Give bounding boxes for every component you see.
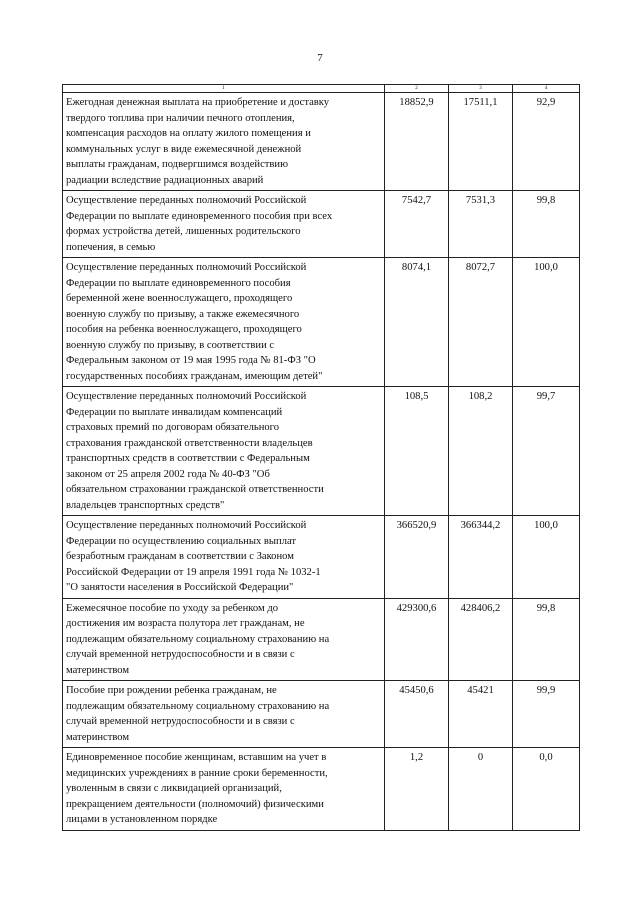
table-row — [63, 191, 580, 258]
row-description — [63, 598, 385, 681]
table-row — [63, 516, 580, 599]
value-col2: 18852,9 — [385, 93, 449, 191]
table-row — [63, 258, 580, 387]
description-line: пособия на ребенка военнослужащего, проходящего — [66, 324, 302, 335]
value-col3: 8072,7 — [449, 258, 513, 387]
header-cell-col4: 4 — [513, 85, 580, 93]
description-line: Осуществление переданных полномочий Российской — [66, 195, 307, 206]
description-line: Пособие при рождении ребенка гражданам, не — [66, 685, 277, 696]
row-description — [63, 93, 385, 191]
value-col3: 45421 — [449, 681, 513, 748]
value-col2: 108,5 — [385, 387, 449, 516]
value-col4: 92,9 — [513, 93, 580, 191]
description-line: компенсация расходов на оплату жилого помещения и — [66, 128, 311, 139]
value-col2: 1,2 — [385, 748, 449, 831]
value-col3: 366344,2 — [449, 516, 513, 599]
description-line: лицами в установленном порядке — [66, 814, 218, 825]
value-col3: 7531,3 — [449, 191, 513, 258]
budget-table — [62, 84, 580, 831]
value-col2: 45450,6 — [385, 681, 449, 748]
description-line: "О занятости населения в Российской Федерации" — [66, 582, 294, 593]
description-line: Федерации по осуществлению социальных выплат — [66, 535, 297, 547]
table-row — [63, 598, 580, 681]
description-line: случай временной нетрудоспособности и в связи с — [66, 716, 295, 727]
table-row — [63, 93, 580, 191]
value-col4: 99,8 — [513, 598, 580, 681]
row-description — [63, 258, 385, 387]
header-cell-col1: 1 — [63, 85, 385, 93]
row-description — [63, 516, 385, 599]
description-line: Федеральным законом от 19 мая 1995 года № 81-ФЗ "О — [66, 355, 316, 366]
description-line: коммунальных услуг в виде ежемесячной денежной — [66, 143, 302, 155]
description-line: Осуществление переданных полномочий Российской — [66, 262, 307, 273]
description-line: подлежащим обязательному социальному страхованию на — [66, 633, 330, 645]
table-row — [63, 748, 580, 831]
description-line: материнством — [66, 731, 130, 743]
description-line: попечения, в семью — [66, 241, 156, 253]
value-col4: 0,0 — [513, 748, 580, 831]
description-line: законом от 25 апреля 2002 года № 40-ФЗ "Об — [66, 468, 270, 480]
description-line: беременной жене военнослужащего, проходящего — [66, 293, 293, 304]
description-line: военную службу по призыву, а также ежемесячного — [66, 308, 300, 320]
description-line: достижения им возраста полутора лет гражданам, не — [66, 618, 305, 629]
header-cell-col2: 2 — [385, 85, 449, 93]
description-line: Федерации по выплате единовременного пособия — [66, 277, 291, 289]
description-line: уволенным в связи с ликвидацией организаций, — [66, 783, 282, 794]
description-line: военную службу по призыву, в соответствии с — [66, 339, 275, 351]
table-row — [63, 387, 580, 516]
description-line: формах устройства детей, лишенных родительского — [66, 226, 301, 237]
description-line: случай временной нетрудоспособности и в связи с — [66, 649, 295, 660]
value-col2: 429300,6 — [385, 598, 449, 681]
description-line: Российской Федерации от 19 апреля 1991 года № 1032-1 — [66, 566, 321, 578]
budget-table-body — [63, 85, 580, 831]
value-col3: 0 — [449, 748, 513, 831]
row-description — [63, 387, 385, 516]
row-description — [63, 191, 385, 258]
value-col2: 8074,1 — [385, 258, 449, 387]
description-line: владельцев транспортных средств" — [66, 499, 225, 511]
page-number: 7 — [317, 52, 323, 64]
value-col3: 17511,1 — [449, 93, 513, 191]
row-description — [63, 681, 385, 748]
value-col2: 7542,7 — [385, 191, 449, 258]
description-line: страхования гражданской ответственности владельцев — [66, 437, 313, 449]
description-line: Осуществление переданных полномочий Российской — [66, 520, 307, 531]
description-line: выплаты гражданам, подвергшимся воздействию — [66, 159, 289, 170]
description-line: Федерации по выплате единовременного пособия при всех — [66, 210, 333, 222]
description-line: транспортных средств в соответствии с Федеральным — [66, 453, 310, 464]
description-line: Ежегодная денежная выплата на приобретение и доставку — [66, 97, 330, 108]
description-line: страховых премий по договорам обязательного — [66, 422, 280, 433]
value-col2: 366520,9 — [385, 516, 449, 599]
header-cell-col3: 3 — [449, 85, 513, 93]
value-col4: 99,8 — [513, 191, 580, 258]
description-line: радиации вследствие радиационных аварий — [66, 174, 264, 186]
description-line: Осуществление переданных полномочий Российской — [66, 391, 307, 402]
table-header-row — [63, 85, 580, 93]
row-description — [63, 748, 385, 831]
description-line: подлежащим обязательному социальному страхованию на — [66, 700, 330, 712]
table-row — [63, 681, 580, 748]
description-line: государственных пособиях гражданам, имеющим детей" — [66, 370, 323, 382]
value-col3: 108,2 — [449, 387, 513, 516]
description-line: твердого топлива при наличии печного отопления, — [66, 112, 295, 124]
description-line: Ежемесячное пособие по уходу за ребенком до — [66, 602, 279, 614]
value-col3: 428406,2 — [449, 598, 513, 681]
description-line: обязательном страховании гражданской ответственности — [66, 484, 324, 495]
value-col4: 100,0 — [513, 258, 580, 387]
value-col4: 99,7 — [513, 387, 580, 516]
value-col4: 100,0 — [513, 516, 580, 599]
description-line: безработным гражданам в соответствии с Законом — [66, 551, 294, 562]
description-line: прекращением деятельности (полномочий) физическими — [66, 798, 324, 810]
description-line: Единовременное пособие женщинам, вставшим на учет в — [66, 752, 327, 763]
description-line: материнством — [66, 664, 130, 676]
description-line: медицинских учреждениях в ранние сроки беременности, — [66, 767, 328, 779]
description-line: Федерации по выплате инвалидам компенсаций — [66, 406, 283, 418]
value-col4: 99,9 — [513, 681, 580, 748]
